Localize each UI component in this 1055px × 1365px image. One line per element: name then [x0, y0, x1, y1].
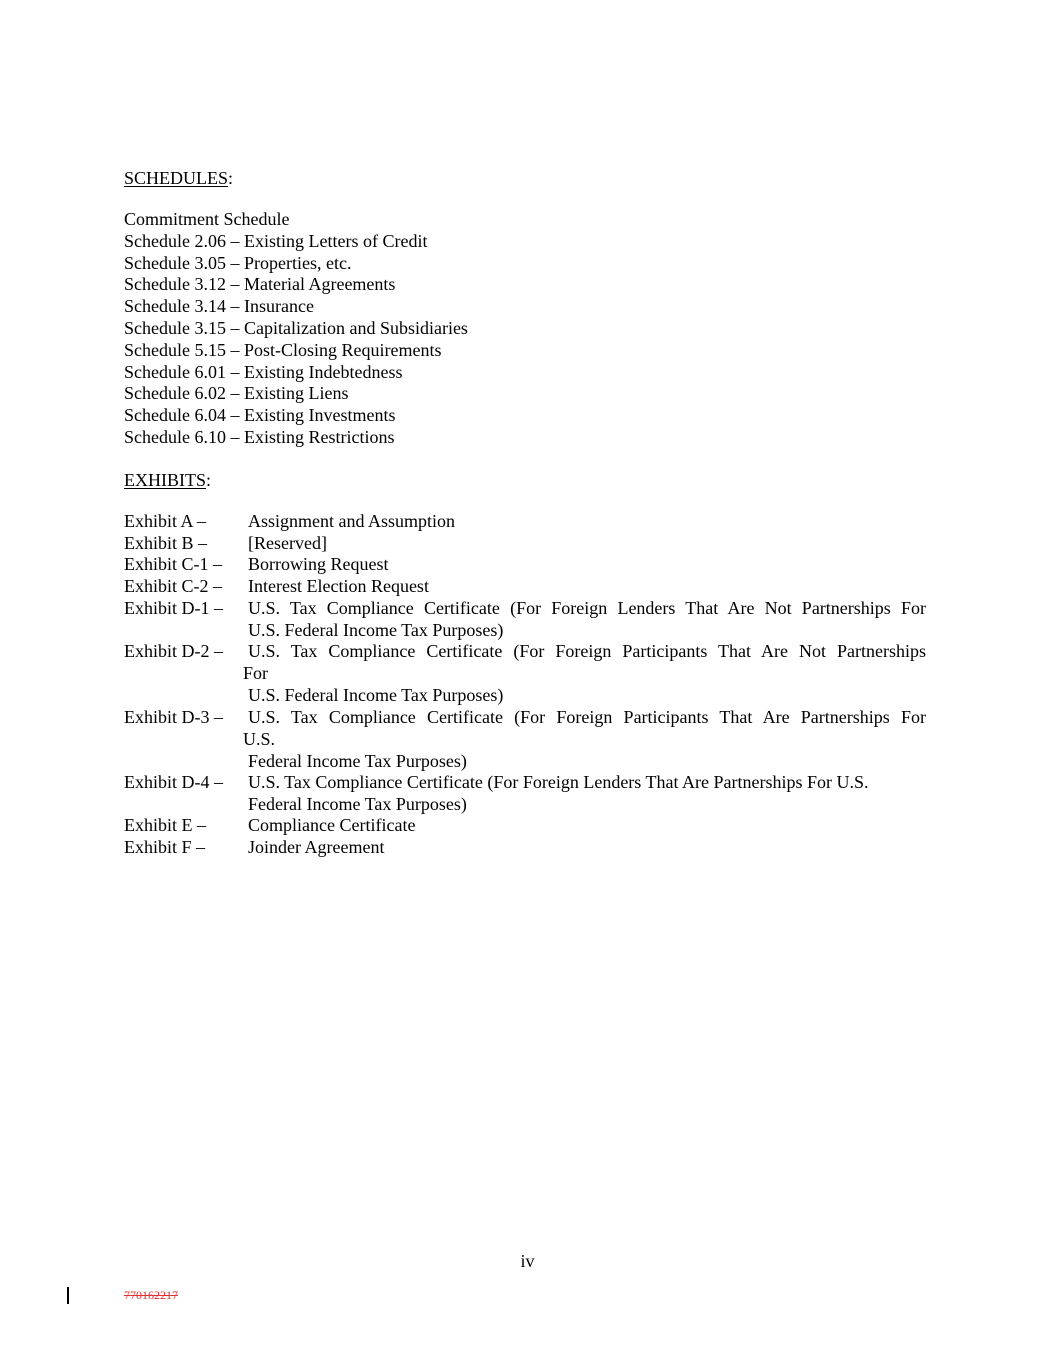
exhibit-label: Exhibit C-2 –	[124, 576, 222, 596]
exhibit-title: U.S. Tax Compliance Certificate (For Foreign Participants That Are Not Partnerships	[248, 641, 926, 661]
exhibit-label: Exhibit A –	[124, 511, 207, 531]
exhibit-title-continued: U.S. Federal Income Tax Purposes)	[248, 620, 504, 640]
exhibit-title-continued: U.S.	[243, 729, 276, 749]
exhibit-label: Exhibit D-1 –	[124, 598, 223, 618]
exhibit-title-continued: For	[243, 663, 269, 683]
exhibit-label: Exhibit F –	[124, 837, 206, 857]
exhibit-title: U.S. Tax Compliance Certificate (For Foreign Lenders That Are Partnerships For U.S.	[248, 772, 869, 792]
exhibit-title: U.S. Tax Compliance Certificate (For Foreign Participants That Are Partnerships For	[248, 707, 926, 727]
exhibit-title-continued: Federal Income Tax Purposes)	[248, 794, 467, 814]
exhibit-title-continued: U.S. Federal Income Tax Purposes)	[248, 685, 504, 705]
exhibit-title: U.S. Tax Compliance Certificate (For Foreign Lenders That Are Not Partnerships For	[248, 598, 926, 618]
list-item: Schedule 2.06 – Existing Letters of Credit	[124, 230, 428, 251]
list-item: Schedule 3.15 – Capitalization and Subsidiaries	[124, 317, 468, 338]
list-item: Schedule 5.15 – Post-Closing Requirements	[124, 339, 442, 360]
exhibit-title: [Reserved]	[248, 533, 327, 553]
exhibit-label: Exhibit D-3 –	[124, 707, 223, 727]
list-item: Schedule 6.01 – Existing Indebtedness	[124, 361, 403, 382]
list-item: Commitment Schedule	[124, 209, 290, 229]
list-item: Schedule 3.12 – Material Agreements	[124, 274, 396, 295]
exhibit-label: Exhibit B –	[124, 533, 208, 553]
exhibit-title: Borrowing Request	[248, 554, 389, 574]
schedules-heading: SCHEDULES:	[124, 168, 234, 188]
exhibit-label: Exhibit D-2 –	[124, 641, 223, 661]
list-item: Schedule 6.02 – Existing Liens	[124, 383, 349, 404]
exhibit-label: Exhibit E –	[124, 815, 206, 835]
exhibit-label: Exhibit D-4 –	[124, 772, 223, 792]
revision-change-bar	[67, 1287, 69, 1304]
schedules-list	[124, 209, 468, 449]
exhibit-title: Interest Election Request	[248, 576, 429, 596]
exhibit-title: Compliance Certificate	[248, 815, 416, 835]
list-item: Schedule 3.05 – Properties, etc.	[124, 252, 352, 273]
exhibit-title-continued: Federal Income Tax Purposes)	[248, 751, 467, 771]
exhibit-title: Joinder Agreement	[248, 837, 385, 857]
page-number: iv	[520, 1251, 535, 1271]
list-item: Schedule 3.14 – Insurance	[124, 296, 314, 317]
exhibits-heading: EXHIBITS:	[124, 470, 212, 490]
exhibit-title: Assignment and Assumption	[248, 511, 456, 531]
exhibit-label: Exhibit C-1 –	[124, 554, 222, 574]
list-item: Schedule 6.04 – Existing Investments	[124, 405, 396, 426]
list-item: Schedule 6.10 – Existing Restrictions	[124, 426, 395, 447]
document-id: 770162217	[124, 1288, 178, 1302]
